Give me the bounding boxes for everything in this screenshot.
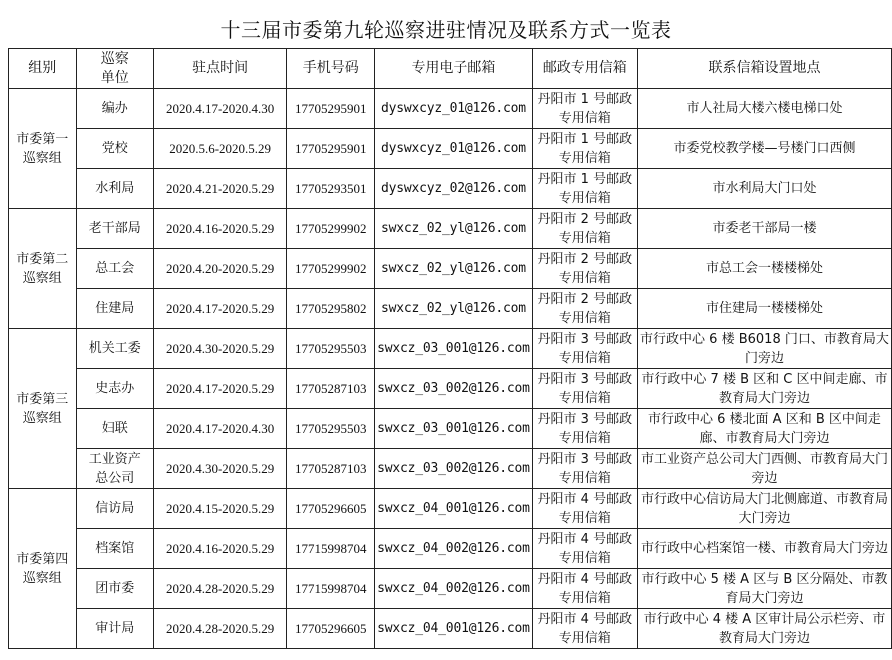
mailbox-line2: 专用信箱 [558,550,611,566]
mailbox-line1: 丹阳市 1 号邮政 [537,131,633,147]
unit-line1: 工业资产 [88,451,141,467]
mailbox-line2: 专用信箱 [558,510,611,526]
header-row [9,49,892,89]
table-row [9,489,892,529]
email-cell: swxcz_03_001@126.com [375,329,533,369]
unit-cell: 史志办 [76,369,153,409]
mailbox-line1: 丹阳市 2 号邮政 [537,251,633,267]
location-cell: 市行政中心 6 楼北面 A 区和 B 区中间走廊、市教育局大门旁边 [637,409,891,449]
mailbox-line2: 专用信箱 [558,630,611,646]
phone-cell: 17705287103 [287,449,375,489]
mailbox-cell [532,289,637,329]
mailbox-cell [532,569,637,609]
table-row [9,249,892,289]
email-cell: swxcz_04_002@126.com [375,529,533,569]
phone-cell: 17705299902 [287,209,375,249]
group-name-line2: 巡察组 [22,570,62,586]
group-name-line1: 市委第二 [16,251,69,267]
phone-cell: 17705295503 [287,409,375,449]
unit-cell [76,449,153,489]
phone-cell: 17705295503 [287,329,375,369]
group-name-line2: 巡察组 [22,270,62,286]
phone-cell: 17715998704 [287,529,375,569]
mailbox-line2: 专用信箱 [558,150,611,166]
mailbox-line1: 丹阳市 1 号邮政 [537,91,633,107]
mailbox-cell [532,609,637,649]
group-cell [9,209,77,329]
table-row [9,529,892,569]
phone-cell: 17705296605 [287,489,375,529]
email-cell: swxcz_02_yl@126.com [375,289,533,329]
table-row [9,569,892,609]
mailbox-line1: 丹阳市 2 号邮政 [537,211,633,227]
header-group: 组别 [9,49,77,89]
unit-cell: 总工会 [76,249,153,289]
mailbox-cell [532,209,637,249]
time-cell: 2020.4.17-2020.5.29 [153,289,286,329]
time-cell: 2020.4.28-2020.5.29 [153,609,286,649]
header-time: 驻点时间 [153,49,286,89]
mailbox-line2: 专用信箱 [558,350,611,366]
location-cell: 市行政中心 7 楼 B 区和 C 区中间走廊、市教育局大门旁边 [637,369,891,409]
table-row [9,209,892,249]
group-name-line1: 市委第一 [16,131,69,147]
email-cell: swxcz_04_001@126.com [375,489,533,529]
email-cell: swxcz_02_yl@126.com [375,209,533,249]
location-cell: 市行政中心 6 楼 B6018 门口、市教育局大门旁边 [637,329,891,369]
unit-cell: 信访局 [76,489,153,529]
mailbox-line1: 丹阳市 3 号邮政 [537,371,633,387]
mailbox-cell [532,409,637,449]
mailbox-cell [532,169,637,209]
mailbox-line1: 丹阳市 1 号邮政 [537,171,633,187]
group-name-line2: 巡察组 [22,410,62,426]
location-cell: 市行政中心 4 楼 A 区审计局公示栏旁、市教育局大门旁边 [637,609,891,649]
unit-cell: 审计局 [76,609,153,649]
mailbox-line1: 丹阳市 4 号邮政 [537,611,633,627]
mailbox-line2: 专用信箱 [558,190,611,206]
unit-cell: 团市委 [76,569,153,609]
email-cell: dyswxcyz_01@126.com [375,129,533,169]
unit-cell: 党校 [76,129,153,169]
location-cell: 市水利局大门口处 [637,169,891,209]
mailbox-cell [532,129,637,169]
time-cell: 2020.4.20-2020.5.29 [153,249,286,289]
location-cell: 市行政中心档案馆一楼、市教育局大门旁边 [637,529,891,569]
time-cell: 2020.4.30-2020.5.29 [153,329,286,369]
phone-cell: 17705296605 [287,609,375,649]
mailbox-cell [532,369,637,409]
location-cell: 市行政中心 5 楼 A 区与 B 区分隔处、市教育局大门旁边 [637,569,891,609]
mailbox-line1: 丹阳市 3 号邮政 [537,451,633,467]
time-cell: 2020.4.17-2020.4.30 [153,409,286,449]
mailbox-line1: 丹阳市 2 号邮政 [537,291,633,307]
mailbox-cell [532,89,637,129]
location-cell: 市总工会一楼楼梯处 [637,249,891,289]
header-unit [76,49,153,89]
phone-cell: 17705287103 [287,369,375,409]
header-unit-line2: 单位 [100,69,129,86]
table-row [9,89,892,129]
table-row [9,449,892,489]
email-cell: swxcz_04_002@126.com [375,569,533,609]
unit-cell: 档案馆 [76,529,153,569]
time-cell: 2020.4.16-2020.5.29 [153,529,286,569]
location-cell: 市住建局一楼楼梯处 [637,289,891,329]
email-cell: dyswxcyz_01@126.com [375,89,533,129]
mailbox-line2: 专用信箱 [558,590,611,606]
table-row [9,169,892,209]
header-location: 联系信箱设置地点 [637,49,891,89]
unit-cell: 住建局 [76,289,153,329]
location-cell: 市行政中心信访局大门北侧廊道、市教育局大门旁边 [637,489,891,529]
table-row [9,609,892,649]
group-name-line1: 市委第四 [16,551,69,567]
location-cell: 市人社局大楼六楼电梯口处 [637,89,891,129]
page-title: 十三届市委第九轮巡察进驻情况及联系方式一览表 [220,18,672,42]
group-cell [9,329,77,489]
mailbox-line2: 专用信箱 [558,110,611,126]
header-phone: 手机号码 [287,49,375,89]
phone-cell: 17705295901 [287,129,375,169]
group-name-line1: 市委第三 [16,391,69,407]
email-cell: swxcz_03_002@126.com [375,449,533,489]
unit-cell: 机关工委 [76,329,153,369]
phone-cell: 17705295802 [287,289,375,329]
time-cell: 2020.4.21-2020.5.29 [153,169,286,209]
unit-cell: 老干部局 [76,209,153,249]
location-cell: 市委老干部局一楼 [637,209,891,249]
mailbox-line2: 专用信箱 [558,390,611,406]
table-row [9,369,892,409]
mailbox-cell [532,329,637,369]
mailbox-cell [532,449,637,489]
time-cell: 2020.4.17-2020.5.29 [153,369,286,409]
unit-line2: 总公司 [95,470,135,486]
phone-cell: 17705299902 [287,249,375,289]
table-row [9,289,892,329]
time-cell: 2020.4.30-2020.5.29 [153,449,286,489]
email-cell: swxcz_03_002@126.com [375,369,533,409]
phone-cell: 17705293501 [287,169,375,209]
mailbox-line2: 专用信箱 [558,430,611,446]
header-email: 专用电子邮箱 [375,49,533,89]
email-cell: swxcz_02_yl@126.com [375,249,533,289]
email-cell: swxcz_03_001@126.com [375,409,533,449]
mailbox-line1: 丹阳市 3 号邮政 [537,331,633,347]
header-mailbox: 邮政专用信箱 [532,49,637,89]
table-row [9,409,892,449]
table-row [9,129,892,169]
location-cell: 市委党校教学楼—号楼门口西侧 [637,129,891,169]
mailbox-line1: 丹阳市 4 号邮政 [537,571,633,587]
mailbox-line2: 专用信箱 [558,470,611,486]
mailbox-cell [532,489,637,529]
time-cell: 2020.4.16-2020.5.29 [153,209,286,249]
phone-cell: 17715998704 [287,569,375,609]
unit-cell: 水利局 [76,169,153,209]
phone-cell: 17705295901 [287,89,375,129]
email-cell: dyswxcyz_02@126.com [375,169,533,209]
group-cell [9,489,77,649]
mailbox-line1: 丹阳市 4 号邮政 [537,531,633,547]
unit-cell: 妇联 [76,409,153,449]
time-cell: 2020.4.28-2020.5.29 [153,569,286,609]
mailbox-cell [532,249,637,289]
mailbox-line1: 丹阳市 4 号邮政 [537,491,633,507]
inspection-table [8,48,892,649]
email-cell: swxcz_04_001@126.com [375,609,533,649]
mailbox-line2: 专用信箱 [558,230,611,246]
mailbox-cell [532,529,637,569]
time-cell: 2020.4.15-2020.5.29 [153,489,286,529]
group-name-line2: 巡察组 [22,150,62,166]
table-row [9,329,892,369]
header-unit-line1: 巡察 [100,50,129,67]
unit-cell: 编办 [76,89,153,129]
time-cell: 2020.5.6-2020.5.29 [153,129,286,169]
location-cell: 市工业资产总公司大门西侧、市教育局大门旁边 [637,449,891,489]
mailbox-line2: 专用信箱 [558,270,611,286]
mailbox-line1: 丹阳市 3 号邮政 [537,411,633,427]
time-cell: 2020.4.17-2020.4.30 [153,89,286,129]
mailbox-line2: 专用信箱 [558,310,611,326]
group-cell [9,89,77,209]
